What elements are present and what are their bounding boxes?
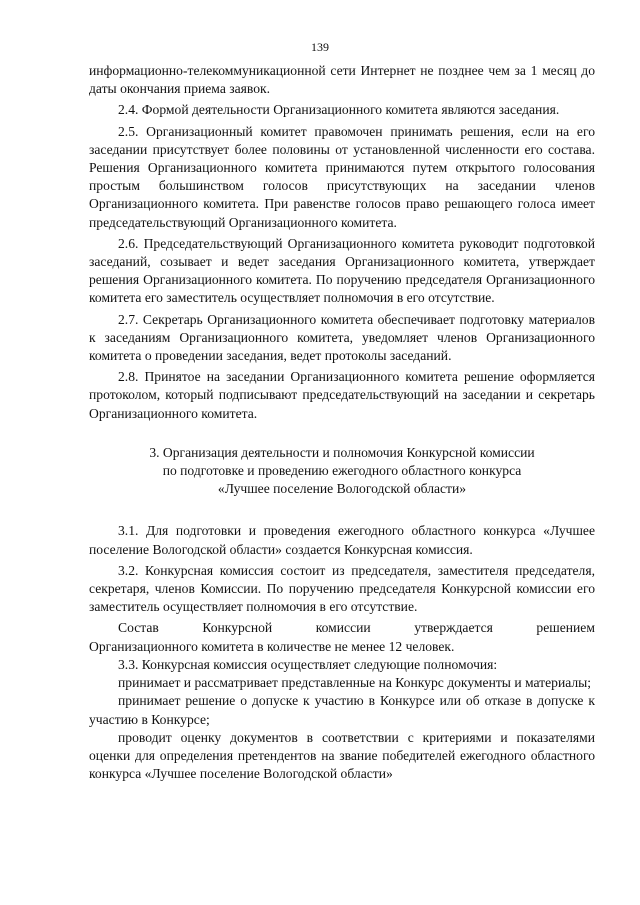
composition-word: комиссии: [315, 620, 371, 636]
composition-word: Конкурсной: [202, 620, 273, 636]
paragraph-3-1: 3.1. Для подготовки и проведения ежегодного областного конкурса «Лучшее поселение Вологодской области» создается Конкурсная комиссия.: [89, 523, 595, 557]
paragraph-2-8: 2.8. Принятое на заседании Организационного комитета решение оформляется протоколом, который подписывают председательствующий на заседании и секретарь Организационного комитета.: [89, 369, 595, 421]
paragraph-2-4: 2.4. Формой деятельности Организационного комитета являются заседания.: [118, 102, 560, 118]
page-number: 139: [311, 40, 329, 54]
document-body: [89, 62, 595, 783]
composition-word: Состав: [118, 620, 159, 636]
paragraph-2-6: 2.6. Председательствующий Организационного комитета руководит подготовкой заседаний, созывает и ведет заседания Организационного комитета, утверждает решения Организационного комитета. По поручению председателя Организационного комитета его заместитель осуществляет полномочия в его отсутствие.: [89, 235, 595, 306]
composition-word: решением: [536, 620, 595, 636]
paragraph-3-2: 3.2. Конкурсная комиссия состоит из председателя, заместителя председателя, секретаря, членов Комиссии. По поручению председателя Конкурсной комиссии его заместитель осуществляет полномочия в его отсутствие.: [89, 562, 595, 615]
power-item: принимает и рассматривает представленные на Конкурс документы и материалы;: [118, 675, 592, 691]
composition-word: утверждается: [414, 620, 493, 636]
section-heading: [89, 444, 595, 499]
paragraph-3-3: 3.3. Конкурсная комиссия осуществляет следующие полномочия:: [118, 656, 498, 672]
composition-line-rest: Организационного комитета в количестве не менее 12 человек.: [89, 638, 455, 654]
section-heading-line: 3. Организация деятельности и полномочия Конкурсной комиссии: [149, 444, 535, 460]
paragraph-2-5: 2.5. Организационный комитет правомочен принимать решения, если на его заседании присутствует более половины от установленной численности его состава. Решения Организационного комитета принимаются путем открытого голосования простым большинством голосов присутствующих на заседании членов Организационного комитета. При равенстве голосов право решающего голоса имеет председательствующий Организационного комитета.: [89, 123, 595, 230]
power-item: принимает решение о допуске к участию в Конкурсе или об отказе в допуске к участию в Конкурсе;: [89, 693, 595, 727]
section-heading-line: по подготовке и проведению ежегодного областного конкурса: [162, 463, 522, 479]
composition-line: [89, 619, 595, 637]
paragraph-continuation: информационно-телекоммуникационной сети Интернет не позднее чем за 1 месяц до даты окончания приема заявок.: [89, 63, 595, 97]
power-item: проводит оценку документов в соответствии с критериями и показателями оценки для определения претендентов на звание победителей ежегодного областного конкурса «Лучшее поселение Вологодской области»: [89, 729, 595, 782]
section-heading-line: «Лучшее поселение Вологодской области»: [217, 481, 467, 497]
paragraph-2-7: 2.7. Секретарь Организационного комитета обеспечивает подготовку материалов к заседаниям Организационного комитета, уведомляет членов Организационного комитета о проведении заседания, ведет протоколы заседаний.: [89, 311, 595, 364]
